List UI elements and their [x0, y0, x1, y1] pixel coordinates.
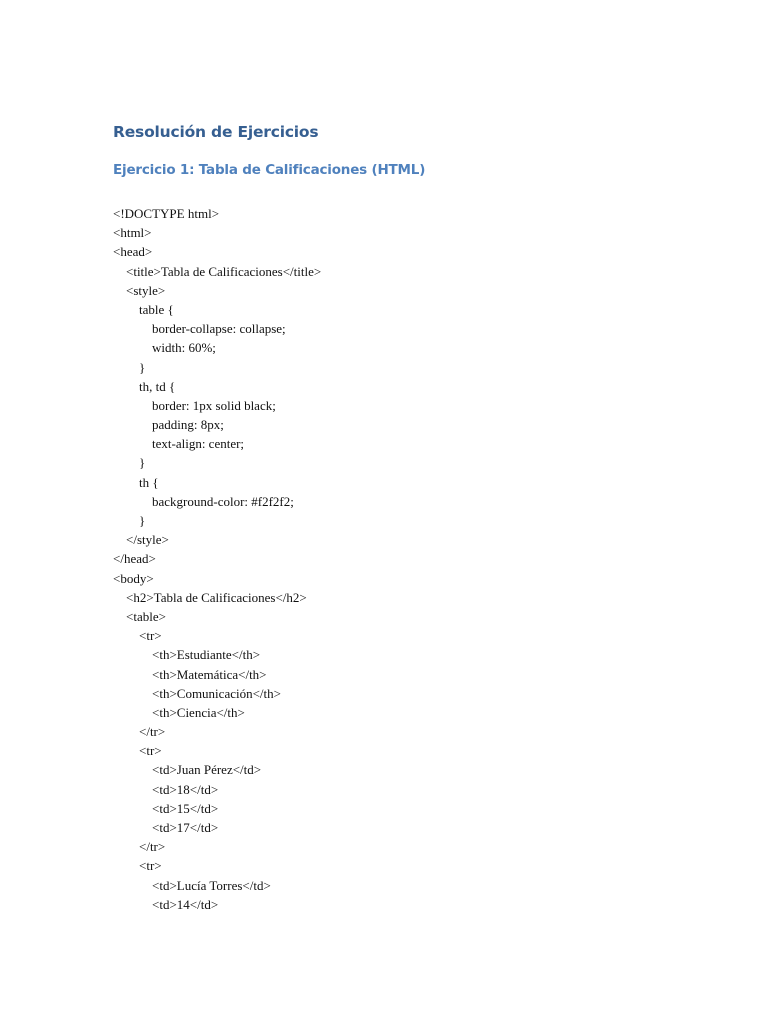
code-line: <td>17</td> — [113, 820, 219, 835]
code-line: background-color: #f2f2f2; — [113, 493, 294, 509]
code-line: padding: 8px; — [113, 417, 224, 433]
code-line: text-align: center; — [113, 436, 245, 452]
code-line: <td>15</td> — [113, 800, 219, 816]
code-line: <body> — [113, 570, 154, 586]
code-line: <tr> — [113, 858, 162, 874]
code-line: <style> — [113, 282, 166, 298]
code-line: <tr> — [113, 743, 162, 759]
code-line: th, td { — [113, 378, 176, 394]
code-line: </tr> — [113, 724, 166, 740]
code-line: </style> — [113, 532, 169, 548]
document-heading: Resolución de Ejercicios — [113, 123, 319, 141]
code-line: border-collapse: collapse; — [113, 321, 286, 337]
code-line: <th>Ciencia</th> — [113, 704, 245, 720]
code-line: border: 1px solid black; — [113, 397, 276, 413]
code-line: <head> — [113, 244, 153, 260]
code-line: <td>18</td> — [113, 781, 219, 797]
code-line: } — [113, 455, 146, 471]
code-line: </head> — [113, 551, 156, 567]
code-line: th { — [113, 474, 159, 490]
code-line: <tr> — [113, 628, 162, 644]
code-listing — [113, 204, 713, 914]
code-line: <table> — [113, 608, 166, 624]
code-line: <title>Tabla de Calificaciones</title> — [113, 263, 322, 279]
code-line: <!DOCTYPE html> — [113, 206, 220, 221]
code-line: width: 60%; — [113, 340, 216, 356]
code-line: <th>Estudiante</th> — [113, 647, 261, 663]
code-line: <td>Juan Pérez</td> — [113, 762, 262, 778]
code-line: table { — [113, 301, 174, 317]
code-line: </tr> — [113, 839, 166, 855]
code-line: <h2>Tabla de Calificaciones</h2> — [113, 589, 307, 605]
code-line: <td>Lucía Torres</td> — [113, 877, 271, 893]
code-line: <th>Matemática</th> — [113, 666, 267, 682]
code-line: } — [113, 513, 146, 528]
code-line: } — [113, 359, 146, 375]
code-line: <th>Comunicación</th> — [113, 685, 281, 701]
code-line: <html> — [113, 225, 152, 241]
code-line: <td>14</td> — [113, 896, 219, 912]
exercise-heading: Ejercicio 1: Tabla de Calificaciones (HTML) — [113, 162, 426, 178]
